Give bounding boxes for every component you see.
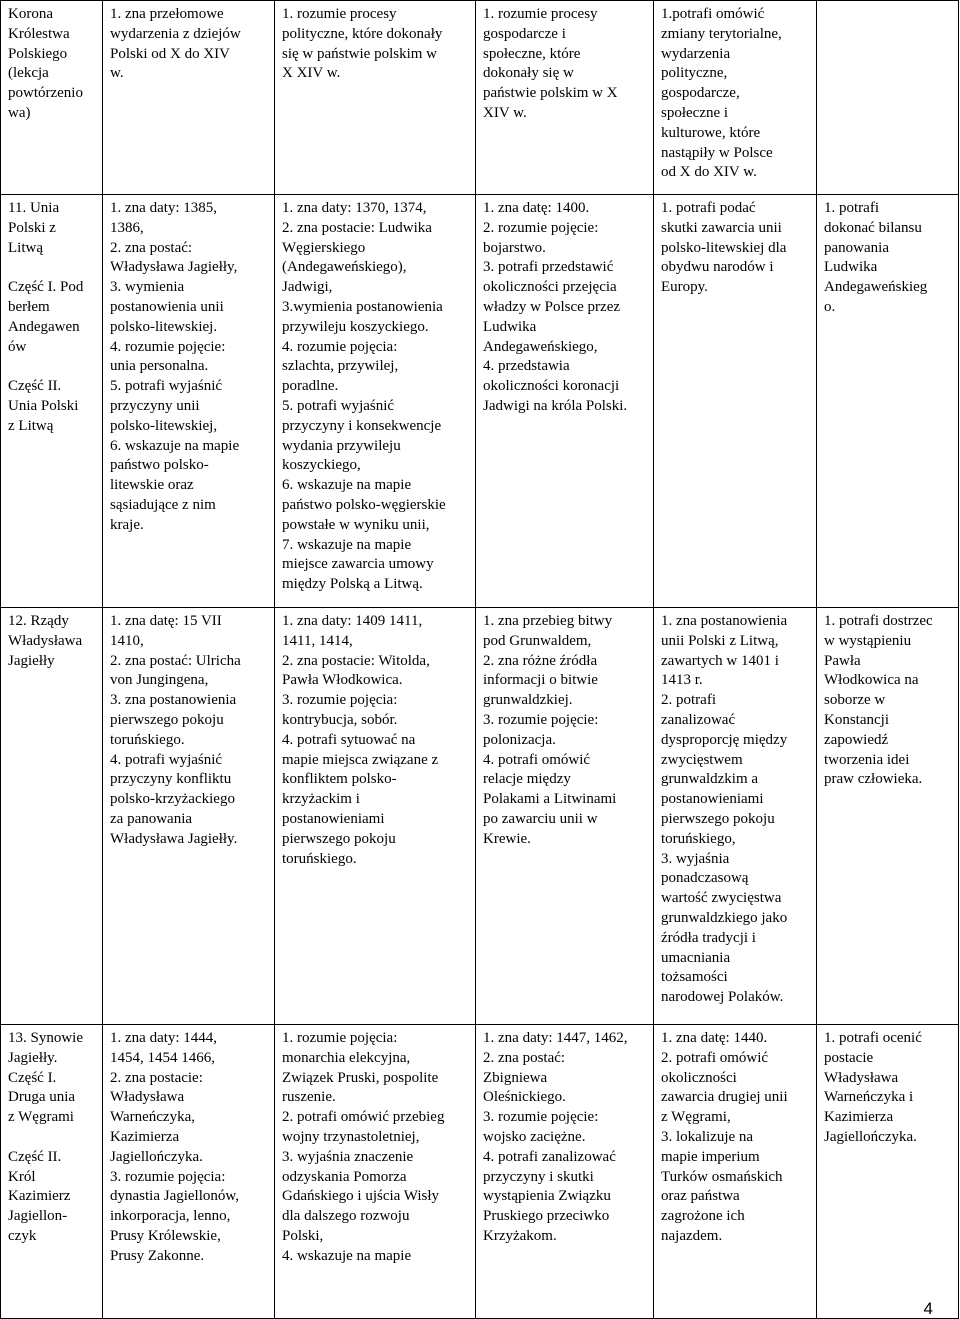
cell-text-line: nastąpiły w Polsce xyxy=(661,144,773,161)
cell-text-line: Warneńczyka i xyxy=(824,1089,914,1106)
cell-text-line: polityczne, które dokonały xyxy=(282,25,443,42)
requirements-level-5-cell xyxy=(817,608,959,1025)
cell-text-line: Pruskiego przeciwko xyxy=(483,1208,610,1225)
cell-text-line: wydarzenia xyxy=(661,45,731,62)
cell-text-line: z Węgrami xyxy=(8,1109,74,1126)
cell-text-line: 4. potrafi omówić xyxy=(483,751,591,768)
cell-text-line: skutki zawarcia unii xyxy=(661,219,782,236)
cell-text-line: 3. rozumie pojęcie: xyxy=(483,711,599,728)
cell-text-line: Gdańskiego i ujścia Wisły xyxy=(282,1188,440,1205)
cell-text-line: tworzenia idei xyxy=(824,751,910,768)
cell-text-line: ponadczasową xyxy=(661,870,749,887)
cell-text-line: 2. zna postacie: xyxy=(110,1069,203,1086)
cell-text-line: kontrybucja, sobór. xyxy=(282,711,398,728)
cell-text-line: sąsiadujące z nim xyxy=(110,496,216,513)
cell-text-line: 1. zna daty: 1444, xyxy=(110,1030,218,1046)
cell-text-line: 1. zna postanowienia xyxy=(661,613,788,629)
cell-text-line: Władysława Jagiełły, xyxy=(110,259,238,276)
cell-text-line: kraje. xyxy=(110,516,144,533)
cell-text-line xyxy=(8,357,96,377)
topic-cell xyxy=(1,1,103,195)
cell-text-line: zagrożone ich xyxy=(661,1208,745,1225)
cell-text-line: polsko-litewskiej. xyxy=(110,318,218,335)
topic-cell xyxy=(1,195,103,608)
cell-text-line: 5. potrafi wyjaśnić xyxy=(282,397,395,414)
cell-text-line: 1. zna datę: 1400. xyxy=(483,200,590,216)
cell-text-line: Polskiego xyxy=(8,45,68,62)
cell-text-line: 1. potrafi podać xyxy=(661,200,756,216)
table-row xyxy=(1,195,959,608)
cell-text-line: w wystąpieniu xyxy=(824,632,912,649)
cell-text-line: toruńskiego. xyxy=(282,850,357,867)
cell-text-line: Andegawen xyxy=(8,318,80,335)
cell-text-line: 3. rozumie pojęcia: xyxy=(110,1168,226,1185)
cell-text-line: przyczyny i konsekwencje xyxy=(282,417,442,434)
cell-text-line: czyk xyxy=(8,1227,37,1244)
cell-text-line: 2. zna postacie: Ludwika xyxy=(282,219,432,236)
cell-text-line: Andegaweńskieg xyxy=(824,279,928,296)
cell-text-line: bojarstwo. xyxy=(483,239,546,256)
cell-text-line: między Polską a Litwą. xyxy=(282,576,423,593)
cell-text-line: pierwszego pokoju xyxy=(110,711,224,728)
cell-text-line: polonizacja. xyxy=(483,731,556,748)
cell-text-line: źródła tradycji i xyxy=(661,929,756,946)
requirements-level-5-cell xyxy=(817,1025,959,1319)
cell-text-line: zmiany terytorialne, xyxy=(661,25,782,42)
requirements-level-5-cell xyxy=(817,195,959,608)
cell-text-line: wartość zwycięstwa xyxy=(661,890,782,907)
cell-text-line: najazdem. xyxy=(661,1227,723,1244)
cell-text-line: 4. przedstawia xyxy=(483,358,570,375)
cell-text-line: polsko-litewskiej, xyxy=(110,417,218,434)
cell-text-line: 4. rozumie pojęcie: xyxy=(110,338,226,355)
cell-text-line: Kazimierz xyxy=(8,1188,71,1205)
cell-text-line: Jagiełły. xyxy=(8,1049,58,1066)
cell-text-line: 4. wskazuje na mapie xyxy=(282,1247,412,1264)
cell-text-line: Węgierskiego xyxy=(282,239,366,256)
cell-text-line: Jadwigi, xyxy=(282,279,333,296)
requirements-level-3-cell xyxy=(476,1,654,195)
cell-text-line: 2. zna postać: xyxy=(483,1049,566,1066)
table-row xyxy=(1,608,959,1025)
cell-text-line: dynastia Jagiellonów, xyxy=(110,1188,240,1205)
cell-text-line: władzy w Polsce przez xyxy=(483,298,621,315)
requirements-level-4-cell xyxy=(654,1,817,195)
cell-text-line: Polski od X do XIV xyxy=(110,45,231,62)
cell-text-line: (Andegaweńskiego), xyxy=(282,259,407,276)
cell-text-line: obydwu narodów i xyxy=(661,259,774,276)
cell-text-line: oraz państwa xyxy=(661,1188,740,1205)
cell-text-line: powtórzenio xyxy=(8,85,83,102)
cell-text-line: Krzyżakom. xyxy=(483,1227,557,1244)
cell-text-line: 1411, 1414, xyxy=(282,632,353,649)
cell-text-line: Kazimierza xyxy=(824,1109,894,1126)
cell-text-line: 1. rozumie procesy xyxy=(483,6,598,22)
cell-text-line: po zawarciu unii w xyxy=(483,810,598,827)
cell-text-line: postanowieniami xyxy=(661,791,764,808)
cell-text-line: Korona xyxy=(8,6,53,22)
cell-text-line: 1. rozumie pojęcia: xyxy=(282,1030,398,1046)
cell-text-line: 1. zna daty: 1370, 1374, xyxy=(282,200,427,216)
cell-text-line: 3.wymienia postanowienia xyxy=(282,298,443,315)
cell-text-line: zanalizować xyxy=(661,711,736,728)
cell-text-line: społeczne, które xyxy=(483,45,581,62)
cell-text-line: przyczyny unii xyxy=(110,397,200,414)
cell-text-line: państwie polskim w X xyxy=(483,85,618,102)
cell-text-line: litewskie oraz xyxy=(110,477,194,494)
cell-text-line: wystąpienia Związku xyxy=(483,1188,611,1205)
cell-text-line: 4. potrafi sytuować na xyxy=(282,731,416,748)
cell-text-line: 1. zna daty: 1447, 1462, xyxy=(483,1030,628,1046)
cell-text-line: Część II. xyxy=(8,1148,62,1165)
topic-cell xyxy=(1,1025,103,1319)
cell-text-line: 3. wymienia xyxy=(110,279,185,296)
cell-text-line: przywileju koszyckiego. xyxy=(282,318,429,335)
cell-text-line: gospodarcze i xyxy=(483,25,566,42)
cell-text-line xyxy=(8,1128,96,1148)
cell-text-line: XIV w. xyxy=(483,104,527,121)
cell-text-line: Jagiełły xyxy=(8,652,55,669)
cell-text-line: wydarzenia z dziejów xyxy=(110,25,241,42)
cell-text-line: Krewie. xyxy=(483,830,531,847)
cell-text-line: 3. rozumie pojęcie: xyxy=(483,1109,599,1126)
cell-text-line: okoliczności przejęcia xyxy=(483,279,617,296)
cell-text-line: postacie xyxy=(824,1049,874,1066)
cell-text-line: polityczne, xyxy=(661,65,728,82)
cell-text-line: von Jungingena, xyxy=(110,672,209,689)
cell-text-line: 2. potrafi omówić przebieg xyxy=(282,1109,445,1126)
cell-text-line: 1. zna daty: 1385, xyxy=(110,200,218,216)
cell-text-line: postanowieniami xyxy=(282,810,385,827)
cell-text-line: Prusy Królewskie, xyxy=(110,1227,221,1244)
cell-text-line: unii Polski z Litwą, xyxy=(661,632,779,649)
cell-text-line: 2. potrafi omówić xyxy=(661,1049,769,1066)
cell-text-line: berłem xyxy=(8,298,50,315)
cell-text-line: z Litwą xyxy=(8,417,54,434)
cell-text-line: państwo polsko-węgierskie xyxy=(282,496,446,513)
cell-text-line: dokonać bilansu xyxy=(824,219,922,236)
cell-text-line: 2. zna różne źródła xyxy=(483,652,598,669)
cell-text-line: Litwą xyxy=(8,239,43,256)
cell-text-line: Jagiellończyka. xyxy=(110,1148,203,1165)
cell-text-line: toruńskiego. xyxy=(110,731,185,748)
cell-text-line: Część I. Pod xyxy=(8,279,84,296)
cell-text-line: w. xyxy=(110,65,124,82)
cell-text-line: 1. zna przebieg bitwy xyxy=(483,613,613,629)
cell-text-line: 1. rozumie procesy xyxy=(282,6,397,22)
cell-text-line: 1. potrafi xyxy=(824,200,879,216)
cell-text-line: inkorporacja, lenno, xyxy=(110,1208,231,1225)
cell-text-line: polsko-krzyżackiego xyxy=(110,791,235,808)
cell-text-line: państwo polsko- xyxy=(110,457,209,474)
cell-text-line: 12. Rządy xyxy=(8,613,69,629)
cell-text-line: Władysława xyxy=(824,1069,899,1086)
cell-text-line: dysproporcję między xyxy=(661,731,788,748)
cell-text-line: krzyżackim i xyxy=(282,791,360,808)
requirements-level-2-cell xyxy=(275,1,476,195)
cell-text-line: Jadwigi na króla Polski. xyxy=(483,397,628,414)
topic-cell xyxy=(1,608,103,1025)
requirements-level-2-cell xyxy=(275,195,476,608)
cell-text-line: Polakami a Litwinami xyxy=(483,791,617,808)
cell-text-line: koszyckiego, xyxy=(282,457,361,474)
cell-text-line: 1413 r. xyxy=(661,672,703,689)
cell-text-line: Władysława xyxy=(110,1089,185,1106)
table-row xyxy=(1,1025,959,1319)
cell-text-line: za panowania xyxy=(110,810,193,827)
cell-text-line: szlachta, przywilej, xyxy=(282,358,399,375)
cell-text-line: się w państwie polskim w xyxy=(282,45,437,62)
cell-text-line: wojsko zaciężne. xyxy=(483,1128,586,1145)
cell-text-line: 1. potrafi dostrzec xyxy=(824,613,933,629)
cell-text-line: X XIV w. xyxy=(282,65,341,82)
cell-text-line: Warneńczyka, xyxy=(110,1109,195,1126)
cell-text-line: społeczne i xyxy=(661,104,729,121)
cell-text-line: soborze w xyxy=(824,692,886,709)
cell-text-line: Jagiellończyka. xyxy=(824,1128,917,1145)
cell-text-line: gospodarcze, xyxy=(661,85,740,102)
cell-text-line: okoliczności koronacji xyxy=(483,378,620,395)
cell-text-line: dokonały się w xyxy=(483,65,574,82)
cell-text-line: 3. lokalizuje na xyxy=(661,1128,754,1145)
requirements-level-2-cell xyxy=(275,608,476,1025)
cell-text-line: umacniania xyxy=(661,949,731,966)
cell-text-line: Jagiellon- xyxy=(8,1208,68,1225)
cell-text-line xyxy=(8,258,96,278)
cell-text-line: Kazimierza xyxy=(110,1128,180,1145)
cell-text-line: 1386, xyxy=(110,219,144,236)
table-row xyxy=(1,1,959,195)
cell-text-line: zwycięstwem xyxy=(661,751,743,768)
cell-text-line: 4. potrafi wyjaśnić xyxy=(110,751,223,768)
cell-text-line: Pawła Włodkowica. xyxy=(282,672,403,689)
cell-text-line: przyczyny konfliktu xyxy=(110,771,232,788)
requirements-level-1-cell xyxy=(103,608,275,1025)
cell-text-line: relacje między xyxy=(483,771,571,788)
cell-text-line: kulturowe, które xyxy=(661,124,761,141)
cell-text-line: Oleśnickiego. xyxy=(483,1089,566,1106)
cell-text-line: Ludwika xyxy=(824,259,878,276)
requirements-level-4-cell xyxy=(654,195,817,608)
page-number: 4 xyxy=(923,1299,933,1318)
cell-text-line: Część II. xyxy=(8,378,62,395)
cell-text-line: 4. rozumie pojęcia: xyxy=(282,338,398,355)
cell-text-line: o. xyxy=(824,298,836,315)
cell-text-line: 1. zna datę: 15 VII xyxy=(110,613,222,629)
cell-text-line: 1410, xyxy=(110,632,144,649)
cell-text-line: tożsamości xyxy=(661,969,728,986)
cell-text-line: wa) xyxy=(8,104,31,121)
cell-text-line: z Węgrami, xyxy=(661,1109,731,1126)
cell-text-line: wydania przywileju xyxy=(282,437,401,454)
requirements-level-3-cell xyxy=(476,608,654,1025)
cell-text-line: Władysława Jagiełły. xyxy=(110,830,238,847)
cell-text-line: okoliczności xyxy=(661,1069,737,1086)
cell-text-line: Część I. xyxy=(8,1069,57,1086)
cell-text-line: konfliktem polsko- xyxy=(282,771,397,788)
cell-text-line: od X do XIV w. xyxy=(661,164,757,181)
requirements-level-1-cell xyxy=(103,195,275,608)
cell-text-line: powstałe w wyniku unii, xyxy=(282,516,430,533)
cell-text-line: 6. wskazuje na mapie xyxy=(282,477,412,494)
cell-text-line: 2. zna postać: Ulricha xyxy=(110,652,241,669)
cell-text-line: 6. wskazuje na mapie xyxy=(110,437,240,454)
cell-text-line: narodowej Polaków. xyxy=(661,989,784,1006)
cell-text-line: ruszenie. xyxy=(282,1089,336,1106)
cell-text-line: Włodkowica na xyxy=(824,672,919,689)
cell-text-line: unia personalna. xyxy=(110,358,209,375)
cell-text-line: pod Grunwaldem, xyxy=(483,632,592,649)
cell-text-line: 4. potrafi zanalizować xyxy=(483,1148,616,1165)
cell-text-line: 1. potrafi ocenić xyxy=(824,1030,922,1046)
cell-text-line: 2. potrafi xyxy=(661,692,716,709)
cell-text-line: 1.potrafi omówić xyxy=(661,6,765,22)
cell-text-line: 3. potrafi przedstawić xyxy=(483,259,614,276)
cell-text-line: 1. zna przełomowe xyxy=(110,6,224,22)
cell-text-line: mapie imperium xyxy=(661,1148,760,1165)
cell-text-line: 3. rozumie pojęcia: xyxy=(282,692,398,709)
cell-text-line: Europy. xyxy=(661,279,708,296)
cell-text-line: odzyskania Pomorza xyxy=(282,1168,407,1185)
cell-text-line: grunwaldzkiego jako xyxy=(661,909,788,926)
cell-text-line: zapowiedź xyxy=(824,731,889,748)
cell-text-line: Związek Pruski, pospolite xyxy=(282,1069,439,1086)
cell-text-line: grunwaldzkiej. xyxy=(483,692,573,709)
cell-text-line: Władysława xyxy=(8,632,83,649)
cell-text-line: 2. zna postać: xyxy=(110,239,193,256)
cell-text-line: ów xyxy=(8,338,27,355)
cell-text-line: 11. Unia xyxy=(8,200,60,216)
cell-text-line: Polski z xyxy=(8,219,56,236)
cell-text-line: 2. zna postacie: Witolda, xyxy=(282,652,430,669)
cell-text-line: 3. wyjaśnia xyxy=(661,850,730,867)
cell-text-line: miejsce zawarcia umowy xyxy=(282,556,434,573)
cell-text-line: dla dalszego rozwoju xyxy=(282,1208,410,1225)
cell-text-line: 13. Synowie xyxy=(8,1030,83,1046)
requirements-level-3-cell xyxy=(476,1025,654,1319)
requirements-level-3-cell xyxy=(476,195,654,608)
cell-text-line: grunwaldzkim a xyxy=(661,771,759,788)
cell-text-line: praw człowieka. xyxy=(824,771,923,788)
cell-text-line: informacji o bitwie xyxy=(483,672,598,689)
cell-text-line: Zbigniewa xyxy=(483,1069,548,1086)
cell-text-line: Unia Polski xyxy=(8,397,79,414)
cell-text-line: zawartych w 1401 i xyxy=(661,652,779,669)
cell-text-line: 2. rozumie pojęcie: xyxy=(483,219,599,236)
cell-text-line: 1. zna datę: 1440. xyxy=(661,1030,768,1046)
cell-text-line: 1. zna daty: 1409 1411, xyxy=(282,613,423,629)
cell-text-line: 5. potrafi wyjaśnić xyxy=(110,378,223,395)
cell-text-line: panowania xyxy=(824,239,889,256)
cell-text-line: pierwszego pokoju xyxy=(661,810,775,827)
cell-text-line: Królestwa xyxy=(8,25,70,42)
cell-text-line: Prusy Zakonne. xyxy=(110,1247,205,1264)
requirements-level-5-cell xyxy=(817,1,959,195)
cell-text-line: Pawła xyxy=(824,652,861,669)
cell-text-line: poradlne. xyxy=(282,378,339,395)
cell-text-line: (lekcja xyxy=(8,65,49,82)
cell-text-line: Turków osmańskich xyxy=(661,1168,783,1185)
cell-text-line: postanowienia unii xyxy=(110,298,224,315)
cell-text-line: Król xyxy=(8,1168,36,1185)
cell-text-line: przyczyny i skutki xyxy=(483,1168,594,1185)
cell-text-line: 3. zna postanowienia xyxy=(110,692,237,709)
cell-text-line: 1454, 1454 1466, xyxy=(110,1049,215,1066)
requirements-level-4-cell xyxy=(654,608,817,1025)
cell-text-line: Druga unia xyxy=(8,1089,76,1106)
requirements-level-1-cell xyxy=(103,1,275,195)
cell-text-line: Konstancji xyxy=(824,711,889,728)
cell-text-line: zawarcia drugiej unii xyxy=(661,1089,788,1106)
cell-text-line: polsko-litewskiej dla xyxy=(661,239,787,256)
requirements-level-4-cell xyxy=(654,1025,817,1319)
cell-text-line: Andegaweńskiego, xyxy=(483,338,598,355)
cell-text-line: mapie miejsca związane z xyxy=(282,751,439,768)
cell-text-line: Polski, xyxy=(282,1227,324,1244)
cell-text-line: 7. wskazuje na mapie xyxy=(282,536,412,553)
cell-text-line: Ludwika xyxy=(483,318,537,335)
cell-text-line: 3. wyjaśnia znaczenie xyxy=(282,1148,414,1165)
cell-text-line: pierwszego pokoju xyxy=(282,830,396,847)
cell-text-line: monarchia elekcyjna, xyxy=(282,1049,411,1066)
requirements-level-2-cell xyxy=(275,1025,476,1319)
cell-text-line: toruńskiego, xyxy=(661,830,736,847)
cell-text-line: wojny trzynastoletniej, xyxy=(282,1128,420,1145)
requirements-level-1-cell xyxy=(103,1025,275,1319)
